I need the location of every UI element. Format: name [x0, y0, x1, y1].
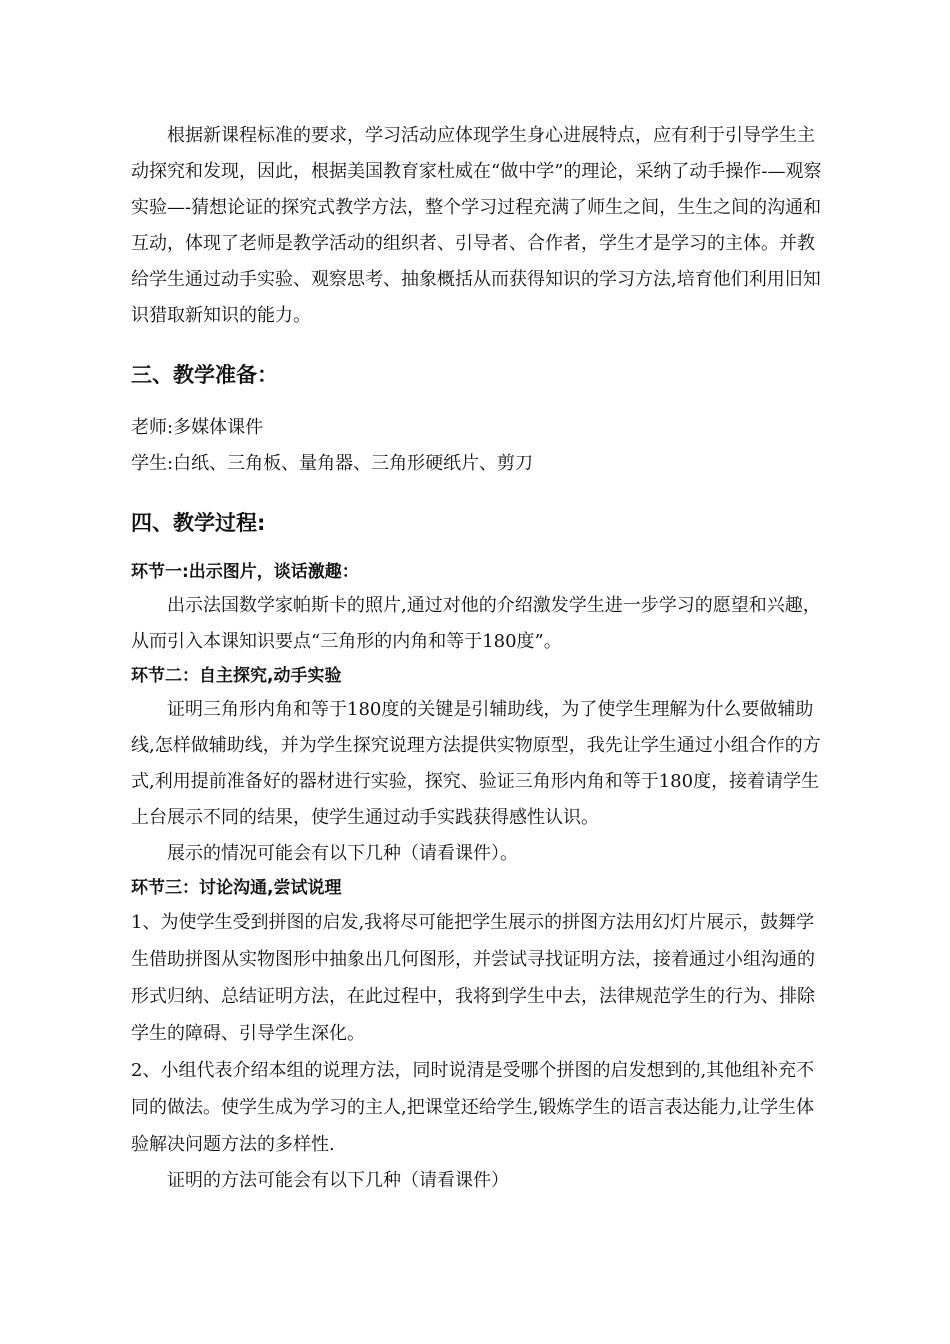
step3-title: 环节三：讨论沟通,尝试说理 [131, 878, 342, 898]
step3-item-2: 2、小组代表介绍本组的说理方法，同时说清是受哪个拼图的启发想到的,其他组补充不同的做法。使学生成为学习的主人,把课堂还给学生,锻炼学生的语言表达能力,让学生体验解决问题方法的多样性. [131, 1060, 815, 1155]
step1-title: 环节一:出示图片，谈话激趣： [131, 562, 359, 582]
document-body [131, 118, 831, 1199]
step1-text: 出示法国数学家帕斯卡的照片,通过对他的介绍激发学生进一步学习的愿望和兴趣，从而引入本课知识要点“三角形的内角和等于180度”。 [131, 595, 821, 652]
section-heading-process: 四、教学过程: [131, 511, 266, 535]
section-heading-preparation: 三、教学准备： [131, 363, 278, 387]
step2-text: 证明三角形内角和等于180度的关键是引辅助线，为了使学生理解为什么要做辅助线,怎样做辅助线，并为学生探究说理方法提供实物原型，我先让学生通过小组合作的方式,利用提前准备好的器材进行实验，探究、验证三角形内角和等于180度，接着请学生上台展示不同的结果，使学生通过动手实践获得感性认识。 [131, 699, 821, 828]
student-materials: 学生:白纸、三角板、量角器、三角形硬纸片、剪刀 [131, 453, 534, 474]
step2-title: 环节二：自主探究,动手实验 [131, 666, 342, 686]
teacher-materials: 老师:多媒体课件 [131, 417, 264, 438]
step3-item-1: 1、为使学生受到拼图的启发,我将尽可能把学生展示的拼图方法用幻灯片展示，鼓舞学生借助拼图从实物图形中抽象出几何图形，并尝试寻找证明方法，接着通过小组沟通的形式归纳、总结证明方法，在此过程中，我将到学生中去，法律规范学生的行为、排除学生的障碍、引导学生深化。 [131, 912, 815, 1044]
intro-paragraph: 根据新课程标准的要求，学习活动应体现学生身心进展特点，应有利于引导学生主动探究和发现，因此，根据美国教育家杜威在“做中学”的理论，采纳了动手操作-—观察实验—-猜想论证的探究式教学方法，整个学习过程充满了师生之间，生生之间的沟通和互动，体现了老师是教学活动的组织者、引导者、合作者，学生才是学习的主体。并教给学生通过动手实验、观察思考、抽象概括从而获得知识的学习方法,培育他们利用旧知识猎取新知识的能力。 [131, 125, 822, 326]
step2-demo-note: 展示的情况可能会有以下几种（请看课件）。 [167, 843, 518, 864]
step3-proof-note: 证明的方法可能会有以下几种（请看课件） [167, 1170, 509, 1191]
